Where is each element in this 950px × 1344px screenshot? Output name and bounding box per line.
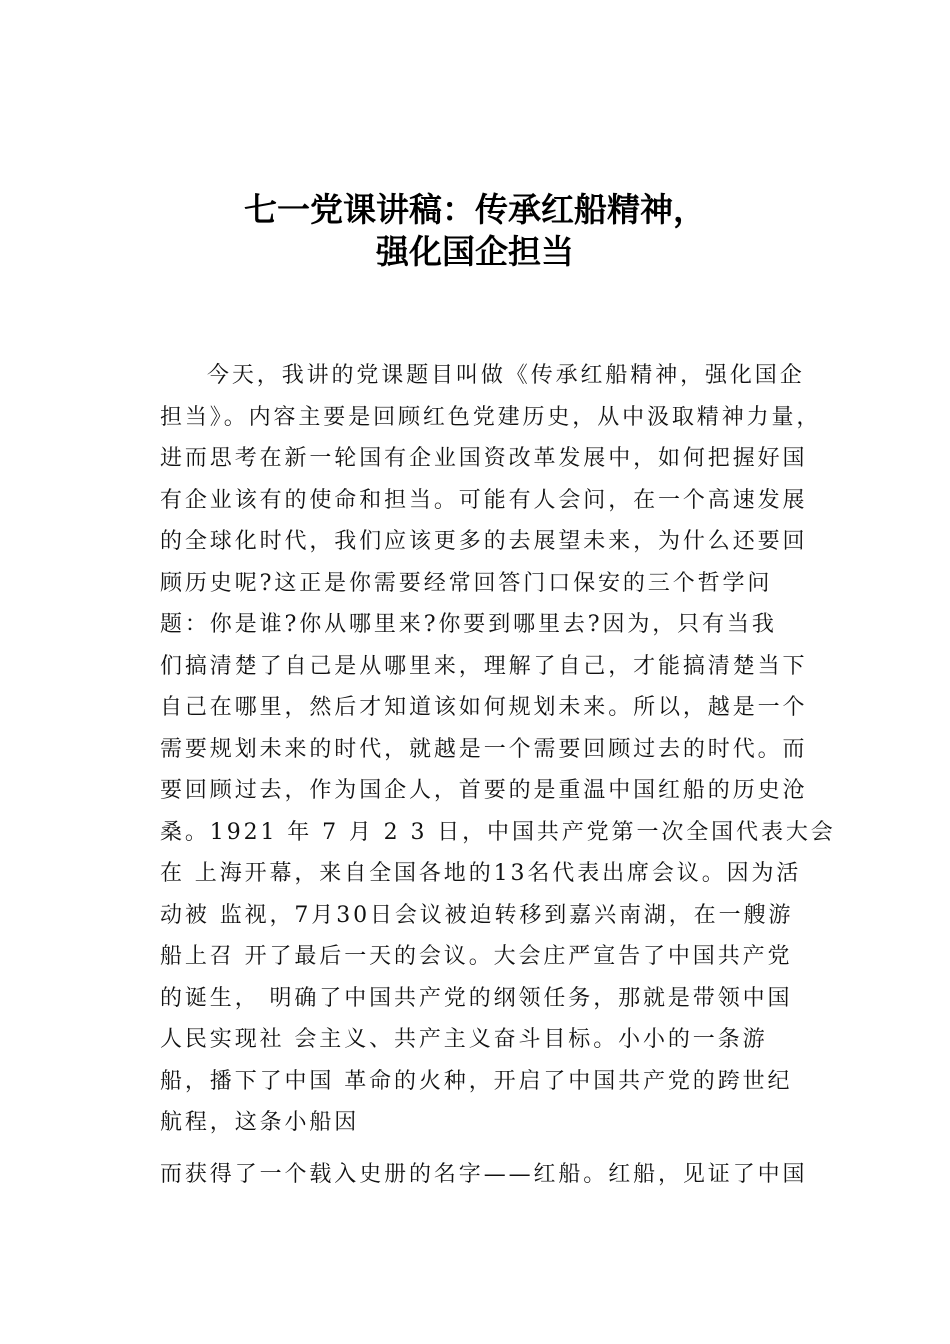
- body-line: 船，播下了中国 革命的火种，开启了中国共产党的跨世纪: [160, 1068, 793, 1094]
- document-title-line-2: 强化国企担当: [376, 232, 574, 271]
- body-line: 进而思考在新一轮国有企业国资改革发展中，如何把握好国: [160, 446, 808, 471]
- body-line: 在 上海开幕，来自全国各地的13名代表出席会议。因为活: [160, 861, 802, 886]
- body-line: 需要规划未来的时代，就越是一个需要回顾过去的时代。而: [160, 736, 808, 762]
- body-line: 今天，我讲的党课题目叫做《传承红船精神，强化国企: [207, 363, 805, 388]
- body-line: 自己在哪里，然后才知道该如何规划未来。所以，越是一个: [160, 695, 808, 720]
- body-line: 顾历史呢?这正是你需要经常回答门口保安的三个哲学问: [160, 570, 773, 596]
- body-line: 有企业该有的使命和担当。可能有人会问，在一个高速发展: [160, 487, 808, 513]
- continuation-line: 而获得了一个载入史册的名字——红船。红船，见证了中国: [160, 1161, 808, 1187]
- body-line: 人民实现社 会主义、共产主义奋斗目标。小小的一条游: [160, 1027, 768, 1052]
- body-line: 动被 监视，7月30日会议被迫转移到嘉兴南湖，在一艘游: [160, 902, 794, 928]
- body-line: 的全球化时代，我们应该更多的去展望未来，为什么还要回: [160, 529, 808, 554]
- document-body: [160, 355, 840, 1195]
- body-line: 们搞清楚了自己是从哪里来，理解了自己，才能搞清楚当下: [160, 653, 808, 679]
- body-line: 船上召 开了最后一天的会议。大会庄严宣告了中国共产党: [160, 944, 793, 969]
- document-title-line-1: 七一党课讲稿：传承红船精神，: [244, 190, 706, 229]
- body-line: 航程，这条小船因: [160, 1110, 360, 1135]
- body-line: 题：你是谁?你从哪里来?你要到哪里去?因为，只有当我: [160, 612, 777, 637]
- body-line: 要回顾过去，作为国企人，首要的是重温中国红船的历史沧: [160, 778, 808, 803]
- body-line: 担当》。内容主要是回顾红色党建历史，从中汲取精神力量，: [160, 404, 822, 430]
- body-line: 的诞生， 明确了中国共产党的纲领任务，那就是带领中国: [160, 985, 793, 1011]
- body-line: 桑。1921 年 7 月 2 3 日，中国共产党第一次全国代表大会: [160, 819, 836, 845]
